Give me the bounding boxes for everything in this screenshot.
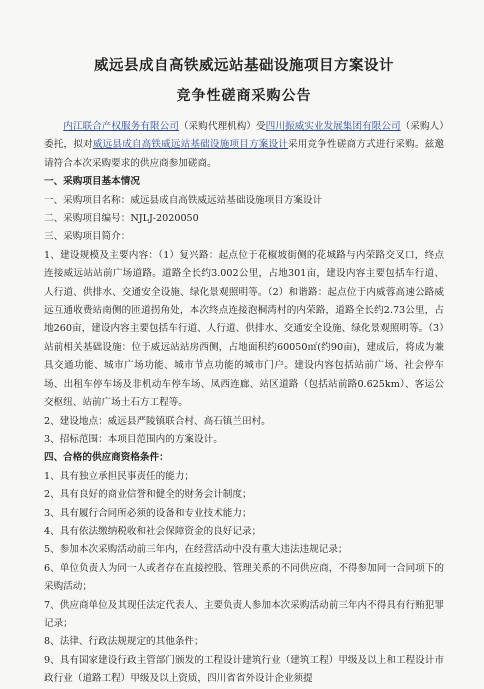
scope-paragraph: 1、建设规模及主要内容：（1）复兴路：起点位于花椒坡街侧的花城路与内荣路交叉口，终点连接威远站站前广场道路。道路全长约3.002公里，占地301亩，建设内容主要包括车行道、人行道、供排水、交通安全设施、绿化景观照明等。（2）和谐路：起点位于内威蓉高速公路威远互通收费站南侧的匝道拐角处，本次终点连接泡桐湾村的内荣路，道路全长约2.73公里，占地260亩，建设内容主要包括车行道、人行道、供排水、交通安全设施、绿化景观照明等。（3）站前相关基础设施：位于威远站站房西侧，占地面积约60050㎡(约90亩)，建成后，将成为兼具交通功能、城市广场功能、城市节点功能的城市门户。建设内容包括站前广场、社会停车场、出租车停车场及非机动车停车场、凤西连廊、站区道路（包括站前路0.625km）、客运公交枢纽、站前广场土石方工程等。 <box>44 249 444 409</box>
project-name: 威远县成自高铁威远站基础设施项目方案设计 <box>92 139 289 151</box>
section-heading-4: 四、合格的供应商资格条件： <box>44 452 169 464</box>
qualification-item: 9、具有国家建设行政主管部门颁发的工程设计建筑行业（建筑工程）甲级及以上和工程设计市政行业（道路工程）甲级及以上资质，四川省省外设计企业须提 <box>44 654 444 685</box>
qualification-item: 4、具有依法缴纳税收和社会保障资金的良好记录； <box>44 525 262 537</box>
project-name-line: 一、采购项目名称：威远县成自高铁威远站基础设施项目方案设计 <box>44 194 323 206</box>
document-subtitle: 竞争性磋商采购公告 <box>176 88 312 104</box>
project-brief-line: 三、采购项目简介： <box>44 231 131 243</box>
project-code-line: 二、采购项目编号：NJLJ-2020050 <box>44 213 199 225</box>
location-line: 2、建设地点：威远县严陵镇联合村、高石镇兰田村。 <box>44 415 271 427</box>
range-line: 3、招标范围：本项目范围内的方案设计。 <box>44 433 223 445</box>
buyer-name: 四川振威实业发展集团有限公司 <box>265 121 401 132</box>
qualification-item: 2、具有良好的商业信誉和健全的财务会计制度； <box>44 489 252 501</box>
qualification-item: 5、参加本次采购活动前三年内，在经营活动中没有重大违法违规记录； <box>44 544 348 556</box>
section-heading-1: 一、采购项目基本情况 <box>44 176 140 188</box>
qualification-item: 1、具有独立承担民事责任的能力； <box>44 470 195 482</box>
qualification-item: 8、法律、行政法规规定的其他条件； <box>44 636 204 648</box>
qualification-item: 7、供应商单位及其现任法定代表人、主要负责人参加本次采购活动前三年内不得具有行贿犯罪记录； <box>44 599 444 629</box>
intro-paragraph: 内江联合产权服务有限公司（采购代理机构）受四川振威实业发展集团有限公司（采购人）委托，拟对威远县成自高铁威远站基础设施项目方案设计采用竞争性磋商方式进行采购。兹邀请符合本次采购要求的供应商参加磋商。 <box>44 121 445 169</box>
qualification-item: 3、具有履行合同所必须的设备和专业技术能力； <box>44 507 252 519</box>
agency-name: 内江联合产权服务有限公司 <box>63 121 179 132</box>
document-title: 威远县成自高铁威远站基础设施项目方案设计 <box>94 57 394 74</box>
qualification-item: 6、单位负责人为同一人或者存在直接控股、管理关系的不同供应商，不得参加同一合同项下的采购活动； <box>44 562 444 593</box>
